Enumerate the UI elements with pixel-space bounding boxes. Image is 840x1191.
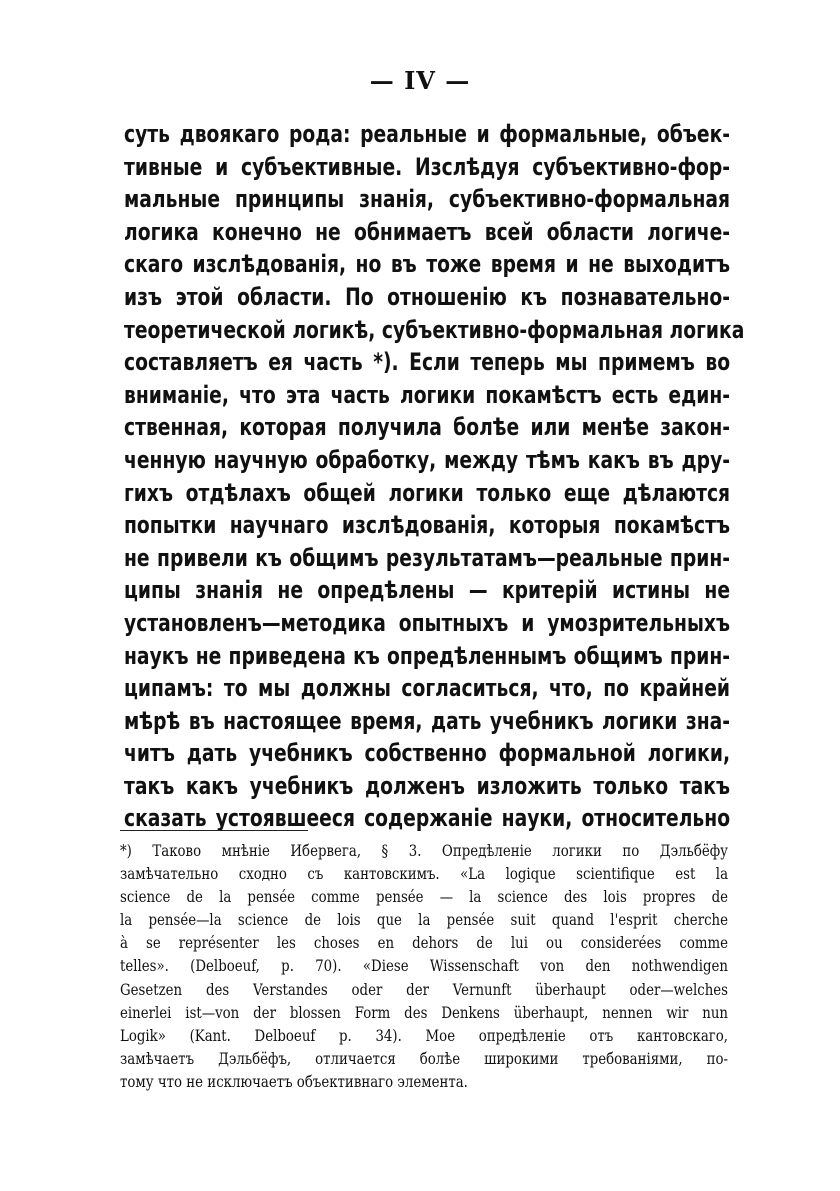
body-line: ципамъ: то мы должны согласиться, что, по крайней (124, 674, 731, 703)
footnote-line: telles». (Delboeuf, p. 70). «Diese Wissenschaft von den nothwendigen (120, 957, 729, 976)
footnote-line: à se représenter les choses en dehors de lui ou considerées comme (120, 934, 729, 953)
body-line: такъ какъ учебникъ долженъ изложить только такъ (124, 771, 731, 800)
body-line: не привели къ общимъ результатамъ—реальные прин- (124, 543, 731, 572)
footnote-line: *) Таково мнѣніе Ибервега, § 3. Опредѣленіе логики по Дэльбёфу (120, 842, 729, 860)
page-number: — IV — (369, 66, 471, 95)
footnote-line: Logik» (Kant. Delboeuf p. 34). Мое опредѣленіе отъ кантовскаго, (120, 1026, 729, 1045)
body-line: вниманіе, что эта часть логики покамѣстъ есть един- (124, 380, 731, 409)
footnote-rule (120, 830, 308, 831)
main-text (124, 118, 745, 835)
footnote-line: Gesetzen des Verstandes oder der Vernunft überhaupt oder—welches (120, 980, 729, 999)
body-line: тивные и субъективные. Изслѣдуя субъективно-фор- (124, 152, 731, 181)
body-line: изъ этой области. По отношенію къ познавательно- (124, 282, 731, 311)
footnote-line: замѣчательно сходно съ кантовскимъ. «La logique scientifique est la (120, 865, 729, 884)
body-line: мальные принципы знанія, субъективно-формальная (124, 185, 731, 214)
body-line: ченную научную обработку, между тѣмъ какъ въ дру- (124, 445, 731, 474)
body-line: логика конечно не обнимаетъ всей области логиче- (124, 217, 731, 246)
footnote-line: einerlei ist—von der blossen Form des Denkens überhaupt, nennen wir nun (120, 1003, 729, 1022)
body-line: читъ дать учебникъ собственно формальной логики, (124, 739, 731, 768)
body-line: мѣрѣ въ настоящее время, дать учебникъ логики зна- (124, 706, 731, 735)
body-line: ственная, которая получила болѣе или менѣе закон- (124, 413, 731, 442)
footnote-line: тому что не исключаетъ объективнаго элемента. (120, 1072, 468, 1091)
body-line: попытки научнаго изслѣдованія, которыя покамѣстъ (124, 511, 731, 540)
body-line: скаго изслѣдованія, но въ тоже время и не выходитъ (124, 250, 731, 279)
body-line: наукъ не приведена къ опредѣленнымъ общимъ прин- (124, 641, 731, 670)
footnote-line: science de la pensée comme pensée — la science des lois propres de (120, 888, 729, 907)
footnote-line: la pensée—la science de lois que la pensée suit quand l'esprit cherche (120, 911, 729, 930)
body-line: ципы знанія не опредѣлены — критерій истины не (124, 576, 731, 605)
body-line: гихъ отдѣлахъ общей логики только еще дѣлаются (124, 478, 731, 507)
footnote (120, 840, 729, 1094)
body-line: установленъ—методика опытныхъ и умозрительныхъ (124, 608, 731, 637)
body-line: сказать устоявшееся содержаніе науки, относительно (124, 804, 731, 833)
body-line: теоретической логикѣ, субъективно-формальная логика (124, 315, 745, 344)
body-line: составляетъ ея часть *). Если теперь мы примемъ во (124, 348, 731, 377)
footnote-line: замѣчаетъ Дэльбёфъ, отличается болѣе широкими требованіями, по- (120, 1049, 729, 1068)
body-line: суть двоякаго рода: реальные и формальные, объек- (124, 120, 731, 148)
